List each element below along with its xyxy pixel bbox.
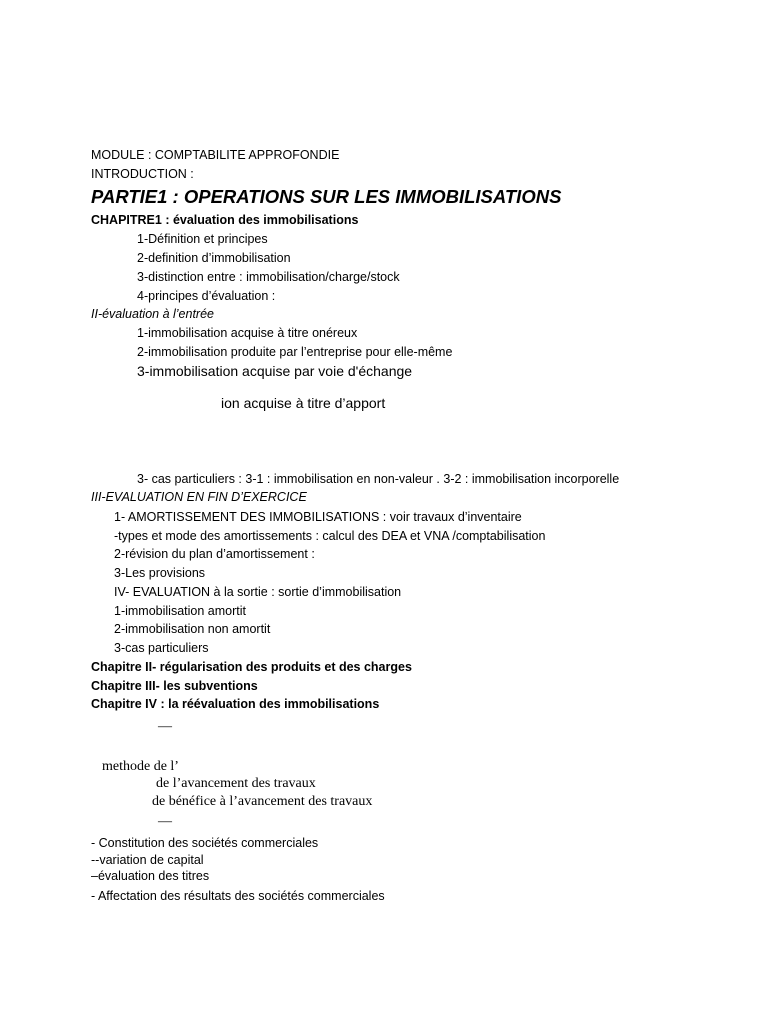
section-heading-fin-exercice: III-EVALUATION EN FIN D’EXERCICE	[91, 490, 307, 504]
cas-particuliers-line: 3- cas particuliers : 3-1 : immobilisation en non-valeur . 3-2 : immobilisation incorporelle	[137, 472, 620, 486]
chapitre1-heading: CHAPITRE1 : évaluation des immobilisations	[91, 213, 359, 227]
list-item: - Constitution des sociétés commerciales	[91, 836, 319, 850]
list-item: 2-révision du plan d’amortissement :	[114, 547, 315, 561]
list-item: 3-distinction entre : immobilisation/charge/stock	[137, 270, 400, 284]
list-item: 1-immobilisation amortit	[114, 604, 246, 618]
list-item: -types et mode des amortissements : calcul des DEA et VNA /comptabilisation	[114, 529, 546, 543]
list-item: 1-Définition et principes	[137, 232, 268, 246]
list-item: 4-principes d’évaluation :	[137, 289, 276, 303]
module-heading: MODULE : COMPTABILITE APPROFONDIE	[91, 148, 340, 162]
list-item: - Affectation des résultats des sociétés commerciales	[91, 889, 385, 903]
list-item: 2-immobilisation produite par l’entreprise pour elle-même	[137, 345, 453, 359]
chapitre-heading: Chapitre II- régularisation des produits et des charges	[91, 660, 412, 674]
list-item: 3-immobilisation acquise par voie d'échange	[137, 363, 413, 379]
list-item: IV- EVALUATION à la sortie : sortie d’immobilisation	[114, 585, 402, 599]
text-fragment-apport: ion acquise à titre d’apport	[221, 395, 386, 411]
text-fragment-benefice: de bénéfice à l’avancement des travaux	[152, 794, 373, 809]
chapitre-heading: Chapitre IV : la réévaluation des immobilisations	[91, 697, 380, 711]
list-item: 3-cas particuliers	[114, 641, 209, 655]
chapitre-heading: Chapitre III- les subventions	[91, 679, 258, 693]
dash-fragment: —	[158, 814, 172, 829]
text-fragment-avancement: de l’avancement des travaux	[156, 776, 316, 791]
list-item: 1-immobilisation acquise à titre onéreux	[137, 326, 358, 340]
partie1-title: PARTIE1 : OPERATIONS SUR LES IMMOBILISATIONS	[91, 186, 562, 207]
introduction-heading: INTRODUCTION :	[91, 167, 194, 181]
section-heading-entree: II-évaluation à l’entrée	[91, 307, 214, 321]
list-item: 2-immobilisation non amortit	[114, 622, 271, 636]
list-item: --variation de capital	[91, 853, 204, 867]
list-item: –évaluation des titres	[91, 869, 210, 883]
text-fragment-methode: methode de l’	[102, 759, 179, 774]
list-item: 3-Les provisions	[114, 566, 206, 580]
list-item: 2-definition d’immobilisation	[137, 251, 291, 265]
list-item: 1- AMORTISSEMENT DES IMMOBILISATIONS : voir travaux d’inventaire	[114, 510, 522, 524]
dash-fragment: —	[158, 719, 172, 734]
